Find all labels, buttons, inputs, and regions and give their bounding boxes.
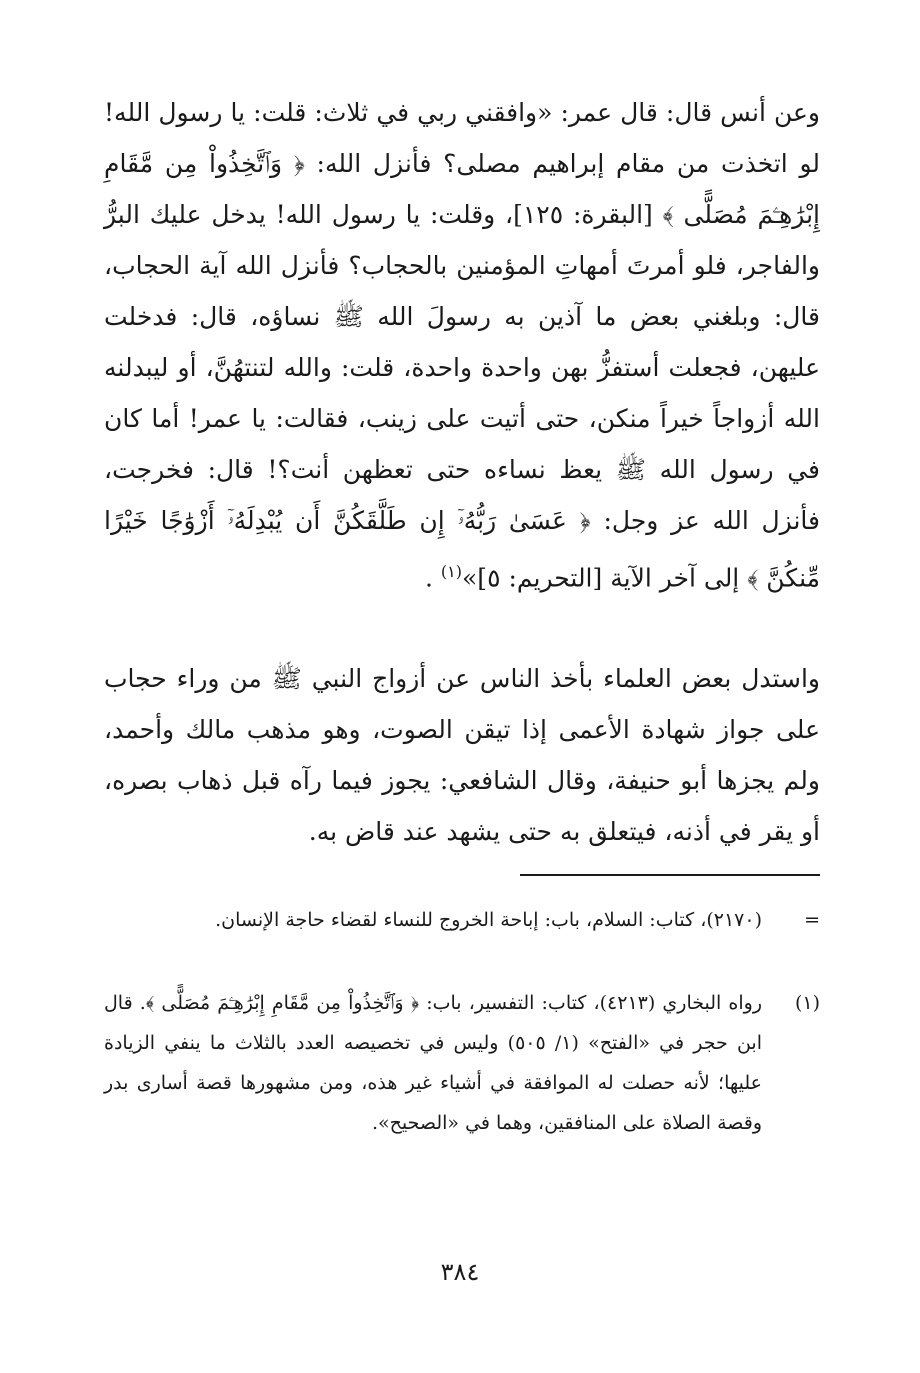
footnote-1-marker: (١) [794,992,820,1014]
footnote-continuation-text: (٢١٧٠)، كتاب: السلام، باب: إباحة الخروج للنساء لقضاء حاجة الإنسان. [215,909,762,931]
footnote-divider [520,874,820,876]
footnote-1 [104,983,820,1143]
page-number: ٣٨٤ [440,1258,480,1286]
footnote-1-text: رواه البخاري (٤٢١٣)، كتاب: التفسير، باب: ﴿ وَٱتَّخِذُواْ مِن مَّقَامِ إِبْرَٰهِـۧمَ مُصَلًّى ﴾. قال ابن حجر في «الفتح» (١/ ٥٠٥) وليس في تخصيصه العدد بالثلاث ما ينفي الزيادة عليها؛ لأنه حصلت له الموافقة في أشياء غير هذه، ومن مشهورها قصة أسارى بدر وقصة الصلاة على المنافقين، وهما في «الصحيح». [104,992,762,1134]
paragraph-1-text: وعن أنس قال: قال عمر: «وافقني ربي في ثلاث: قلت: يا رسول الله! لو اتخذت من مقام إبراهيم مصلى؟ فأنزل الله: ﴿ وَٱتَّخِذُواْ مِن مَّقَامِ إِبْرَٰهِـۧمَ مُصَلًّى ﴾ [البقرة: ١٢٥]، وقلت: يا رسول الله! يدخل عليك البرُّ والفاجر، فلو أمرتَ أمهاتِ المؤمنين بالحجاب؟ فأنزل الله آية الحجاب، قال: وبلغني بعض ما آذين به رسولَ الله ﷺ نساؤه، قال: فدخلت عليهن، فجعلت أستفزُّ بهن واحدة واحدة، قلت: والله لتنتهُنَّ، أو ليبدلنه الله أزواجاً خيراً منكن، حتى أتيت على زينب، فقالت: يا عمر! أما كان في رسول الله ﷺ يعظ نساءه حتى تعظهن أنت؟! قال: فخرجت، فأنزل الله عز وجل: ﴿ عَسَىٰ رَبُّهُۥٓ إِن طَلَّقَكُنَّ أَن يُبْدِلَهُۥٓ أَزْوَٰجًا خَيْرًا مِّنكُنَّ ﴾ إلى آخر الآية [التحريم: ٥]» [104,98,820,593]
footnote-continuation-marker: = [804,909,820,931]
footnote-continuation [104,900,820,940]
main-paragraph-1 [104,87,820,603]
paragraph-1-end: . [425,563,433,593]
footnote-reference-1: (١) [440,562,462,581]
main-paragraph-2: واستدل بعض العلماء بأخذ الناس عن أزواج النبي ﷺ من وراء حجاب على جواز شهادة الأعمى إذا تيقن الصوت، وهو مذهب مالك وأحمد، ولم يجزها أبو حنيفة، وقال الشافعي: يجوز فيما رآه قبل ذهاب بصره، أو يقر في أذنه، فيتعلق به حتى يشهد عند قاض به. [104,664,820,846]
